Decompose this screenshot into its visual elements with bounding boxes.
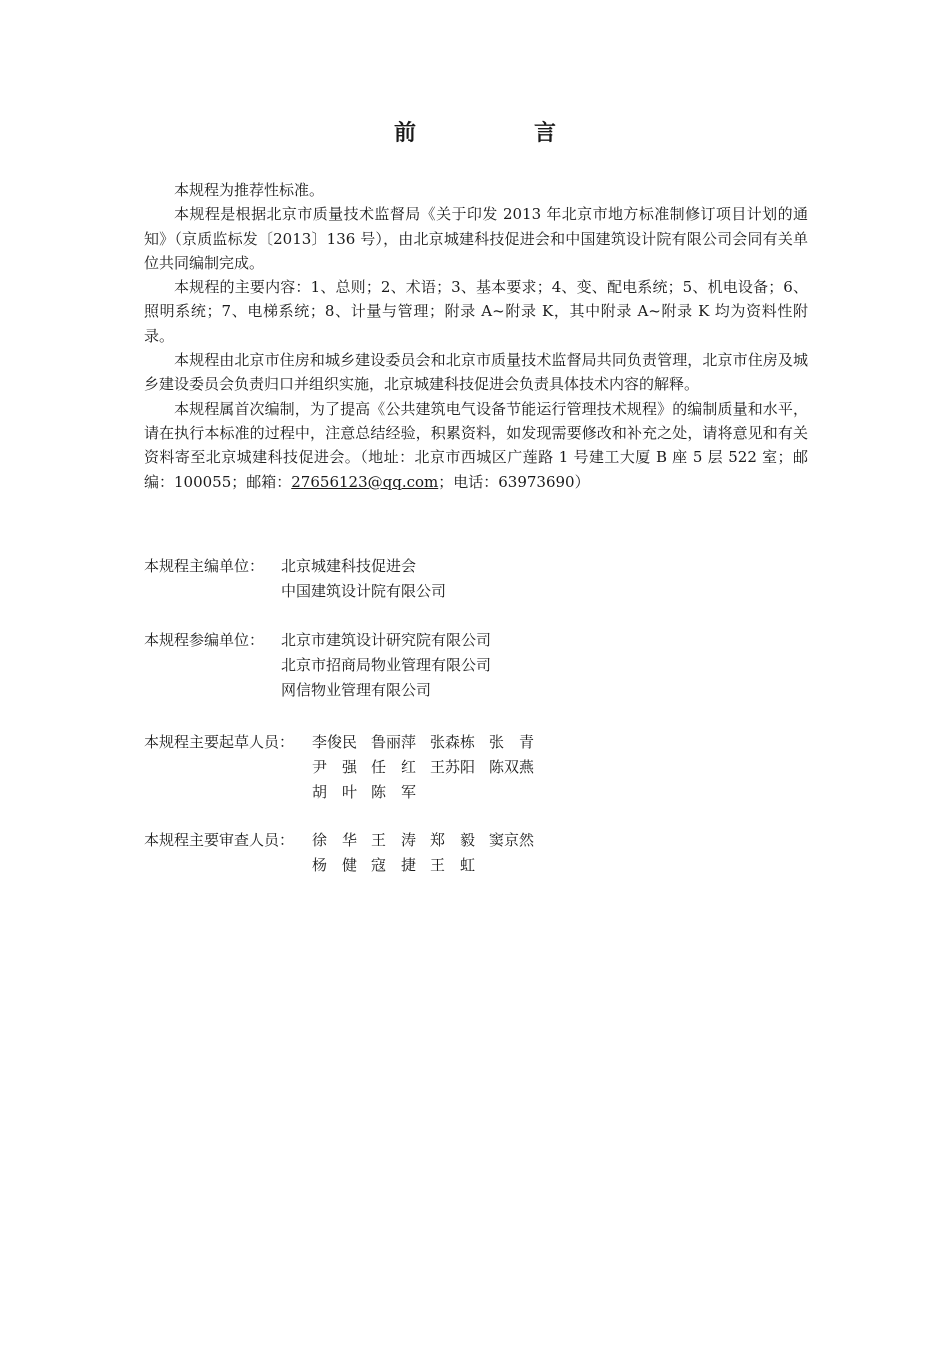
contact-text: 本规程属首次编制，为了提高《公共建筑电气设备节能运行管理技术规程》的编制质量和水平，请在执行本标准的过程中，注意总结经验，积累资料，如发现需要修改和补充之处，请将意见和有关资料寄至北京城建科技促进会。（地址：北京市西城区广莲路 1 号建工大厦 B 座 5 层 522 室；邮编：100055；邮箱： bbox=[144, 399, 808, 491]
page-title: 前 言 bbox=[393, 120, 604, 146]
name-row bbox=[312, 853, 548, 878]
person-name: 杨 健 bbox=[312, 856, 358, 874]
person-name: 尹 强 bbox=[312, 758, 358, 776]
participant-label: 本规程参编单位： bbox=[144, 631, 265, 649]
person-name: 王 虹 bbox=[430, 856, 476, 874]
contact-tail: ；电话：63973690） bbox=[438, 472, 590, 491]
person-name: 陈双燕 bbox=[489, 758, 535, 776]
preface-body bbox=[144, 178, 808, 494]
person-name: 王苏阳 bbox=[430, 758, 476, 776]
unit-name: 网信物业管理有限公司 bbox=[281, 681, 432, 699]
reviewers-label: 本规程主要审查人员： bbox=[144, 831, 295, 849]
chief-editor-label: 本规程主编单位： bbox=[144, 557, 265, 575]
drafters-label: 本规程主要起草人员： bbox=[144, 733, 295, 751]
person-name: 王 涛 bbox=[371, 831, 417, 849]
person-name: 徐 华 bbox=[312, 831, 358, 849]
person-name: 李俊民 bbox=[312, 733, 358, 751]
name-row bbox=[312, 780, 548, 805]
chief-editor-list bbox=[281, 554, 446, 604]
name-row bbox=[312, 755, 548, 780]
unit-name: 中国建筑设计院有限公司 bbox=[281, 582, 447, 600]
paragraph: 本规程是根据北京市质量技术监督局《关于印发 2013 年北京市地方标准制修订项目计划的通知》（京质监标发〔2013〕136 号），由北京城建科技促进会和中国建筑设计院有限公司会同有关单位共同编制完成。 bbox=[144, 205, 808, 272]
person-name: 任 红 bbox=[371, 758, 417, 776]
paragraph: 本规程由北京市住房和城乡建设委员会和北京市质量技术监督局共同负责管理，北京市住房及城乡建设委员会负责归口并组织实施，北京城建科技促进会负责具体技术内容的解释。 bbox=[144, 351, 808, 394]
name-row bbox=[312, 828, 548, 853]
person-name: 张 青 bbox=[489, 733, 535, 751]
person-name: 鲁丽萍 bbox=[371, 733, 417, 751]
paragraph: 本规程为推荐性标准。 bbox=[174, 181, 325, 199]
person-name: 陈 军 bbox=[371, 783, 417, 801]
person-name: 窦京然 bbox=[489, 831, 535, 849]
participant-list bbox=[281, 628, 491, 703]
email-link[interactable]: 27656123@qq.com bbox=[291, 472, 439, 491]
person-name: 胡 叶 bbox=[312, 783, 358, 801]
unit-name: 北京市建筑设计研究院有限公司 bbox=[281, 631, 492, 649]
person-name: 郑 毅 bbox=[430, 831, 476, 849]
person-name: 寇 捷 bbox=[371, 856, 417, 874]
paragraph-contact bbox=[144, 397, 808, 494]
person-name: 张森栋 bbox=[430, 733, 476, 751]
reviewers-list bbox=[312, 828, 548, 878]
unit-name: 北京城建科技促进会 bbox=[281, 557, 417, 575]
name-row bbox=[312, 730, 548, 755]
unit-name: 北京市招商局物业管理有限公司 bbox=[281, 656, 492, 674]
drafters-list bbox=[312, 730, 548, 805]
paragraph: 本规程的主要内容：1、总则；2、术语；3、基本要求；4、变、配电系统；5、机电设备；6、照明系统；7、电梯系统；8、计量与管理；附录 A~附录 K，其中附录 A~附录 K 均为资料性附录。 bbox=[144, 278, 808, 345]
